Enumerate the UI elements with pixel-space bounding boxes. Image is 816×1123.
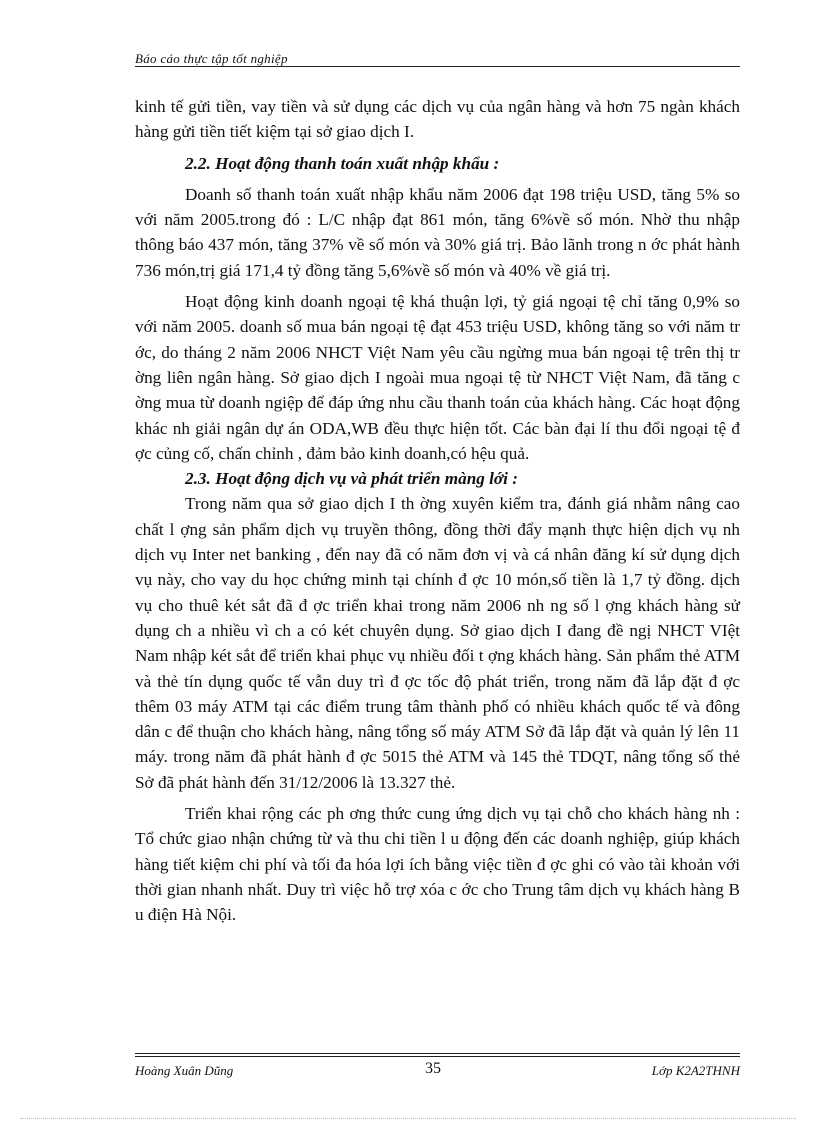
paragraph: Hoạt động kinh doanh ngoại tệ khá thuận lợi, tỷ giá ngoại tệ chỉ tăng 0,9% so với năm 2005. doanh số mua bán ngoại tệ đạt 453 triệu USD, không tăng so với năm tr ớc, do tháng 2 năm 2006 NHCT Việt Nam yêu cầu ngừng mua bán ngoại tệ trên thị tr ờng liên ngân hàng. Sở giao dịch I ngoài mua ngoại tệ từ NHCT Việt Nam, đã tăng c ờng mua từ doanh ngiệp để đáp ứng nhu cầu thanh toán của khách hàng. Các hoạt động khác nh giải ngân dự án ODA,WB đều thực hiện tốt. Các bàn đại lí thu đổi ngoại tệ đ ợc củng cố, chấn chỉnh , đảm bảo kinh doanh,có hệu quả. — [135, 292, 740, 463]
footer-class: Lớp K2A2THNH — [651, 1063, 740, 1078]
page-bottom-border — [20, 1118, 796, 1119]
footer-divider — [135, 1056, 740, 1057]
footer-author: Hoàng Xuân Dũng — [135, 1063, 234, 1078]
document-body — [135, 94, 740, 928]
paragraph: Doanh số thanh toán xuất nhập khẩu năm 2006 đạt 198 triệu USD, tăng 5% so với năm 2005.trong đó : L/C nhập đạt 861 món, tăng 6%về số món. Nhờ thu nhập thông báo 437 món, tăng 37% về số món và 30% giá trị. Bảo lãnh trong n ớc phát hành 736 món,trị giá 171,4 tỷ đồng tăng 5,6%về số món và 40% về giá trị. — [135, 184, 740, 280]
paragraph: Triển khai rộng các ph ơng thức cung ứng dịch vụ tại chỗ cho khách hàng nh : Tổ chức giao nhận chứng từ và thu chi tiền l u động đến các doanh nghiệp, giúp khách hàng tiết kiệm chi phí và tối đa hóa lợi ích bằng việc tiền đ ợc ghi có vào tài khoản với thời gian nhanh nhất. Duy trì việc hỗ trợ xóa c ớc cho Trung tâm dịch vụ khách hàng B u điện Hà Nội. — [135, 804, 740, 925]
page-number: 35 — [425, 1060, 441, 1077]
paragraph: kinh tế gửi tiền, vay tiền và sử dụng các dịch vụ của ngân hàng và hơn 75 ngàn khách hàng gửi tiền tiết kiệm tại sở giao dịch I. — [135, 97, 740, 142]
paragraph: Trong năm qua sở giao dịch I th ờng xuyên kiểm tra, đánh giá nhằm nâng cao chất l ợng sản phẩm dịch vụ truyền thông, đồng thời đẩy mạnh thực hiện dịch vụ nh dịch vụ Inter net banking , đến nay đã có năm đơn vị và cá nhân đăng kí sử dụng dịch vụ này, cho vay du học chứng minh tại chính đ ợc 10 món,số tiền là 1,7 tỷ đồng. dịch vụ cho thuê két sắt đã đ ợc triển khai trong năm 2006 nh ng số l ợng khách hàng sử dụng ch a nhiều vì ch a có két chuyên dụng. Sở giao dịch I đang đề ngị NHCT VIệt Nam nhập két sắt để triển khai phục vụ nhiều đối t ợng khách hàng. Sản phẩm thẻ ATM và thẻ tín dụng quốc tế vẫn duy trì đ ợc tốc độ phát triển, trong năm đã lắp đặt đ ợc thêm 03 máy ATM tại các điểm trung tâm thành phố có nhiều khách quốc tế và đông dân c để thuận cho khách hàng, nâng tổng số máy ATM Sở đã lắp đặt và quản lý lên 11 máy. trong năm đã phát hành đ ợc 5015 thẻ ATM và 145 thẻ TDQT, nâng tổng số thẻ Sở đã phát hành đến 31/12/2006 là 13.327 thẻ. — [135, 494, 740, 792]
section-heading: 2.3. Hoạt động dịch vụ và phát triển màng lới : — [185, 469, 518, 489]
footer-divider — [135, 1053, 740, 1054]
header-title: Báo cáo thực tập tốt nghiệp — [135, 51, 288, 66]
header-divider — [135, 66, 740, 67]
page-footer — [135, 1060, 740, 1080]
section-heading: 2.2. Hoạt động thanh toán xuất nhập khẩu : — [185, 153, 500, 173]
